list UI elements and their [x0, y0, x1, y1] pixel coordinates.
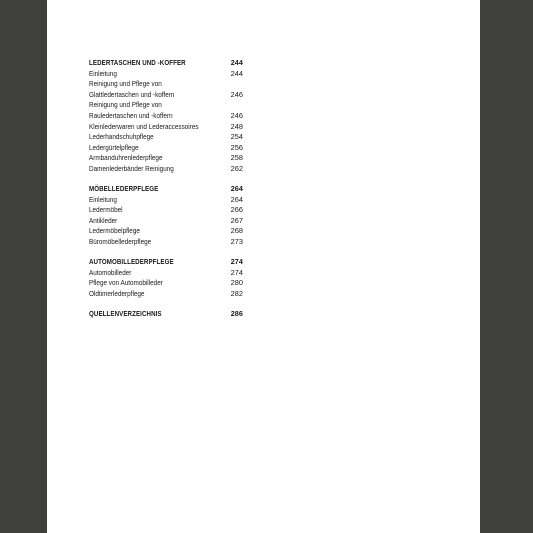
toc-entry-page: 258 — [230, 153, 243, 163]
toc-entry-title: Reinigung und Pflege von — [89, 100, 162, 110]
toc-entry-page: 256 — [230, 142, 243, 152]
toc-entry-title: Reinigung und Pflege von — [89, 79, 162, 89]
toc-entry-page: 262 — [230, 163, 243, 173]
toc-entry-page: 248 — [230, 121, 243, 131]
toc-entry-title: Oldtimerlederpflege — [89, 288, 145, 298]
toc-entry — [89, 111, 243, 122]
toc-entry-page: 282 — [230, 288, 243, 298]
toc-entry — [89, 278, 243, 289]
toc-entry — [89, 90, 243, 101]
toc-entry — [89, 153, 243, 164]
toc-section-quellen — [89, 309, 243, 320]
toc-entry — [89, 132, 243, 143]
toc-heading-title: LEDERTASCHEN UND -KOFFER — [89, 58, 186, 67]
toc-section-moebelleder — [89, 184, 243, 248]
toc-entry — [89, 122, 243, 133]
toc-entry-page: 274 — [230, 267, 243, 277]
toc-heading-title: QUELLENVERZEICHNIS — [89, 308, 162, 318]
toc-entry-title: Lederhandschuhpflege — [89, 132, 154, 142]
toc-entry-title: Kleinlederwaren und Lederaccessoires — [89, 121, 199, 131]
toc-section-heading — [89, 257, 243, 268]
toc-entry-page: 266 — [230, 205, 243, 215]
toc-entry-page: 254 — [230, 132, 243, 142]
toc-entry-page: 246 — [230, 89, 243, 99]
toc-entry — [89, 216, 243, 227]
toc-entry-title: Ledermöbelpflege — [89, 226, 140, 236]
toc-section-heading — [89, 58, 243, 69]
toc-section-heading — [89, 184, 243, 195]
toc-entry-title: Einleitung — [89, 68, 117, 78]
toc-heading-page: 286 — [230, 308, 243, 318]
toc-heading-title: AUTOMOBILLEDERPFLEGE — [89, 257, 174, 267]
toc-entry — [89, 289, 243, 300]
table-of-contents — [89, 58, 243, 329]
toc-section-heading — [89, 309, 243, 320]
toc-entry — [89, 237, 243, 248]
toc-entry-title: Büromöbellederpflege — [89, 237, 152, 246]
toc-section-ledertaschen — [89, 58, 243, 175]
toc-heading-page: 274 — [230, 257, 243, 267]
toc-entry-page: 280 — [230, 278, 243, 288]
toc-entry-title: Ledergürtelpflege — [89, 142, 139, 152]
toc-entry — [89, 164, 243, 175]
toc-entry-page: 264 — [230, 194, 243, 204]
document-page — [47, 0, 480, 533]
toc-entry-title: Pflege von Automobilleder — [89, 278, 163, 288]
toc-entry-title: Antikleder — [89, 215, 118, 225]
toc-entry — [89, 268, 243, 279]
toc-entry-title: Damenlederbänder Reinigung — [89, 163, 174, 173]
toc-entry — [89, 205, 243, 216]
toc-heading-page: 244 — [230, 58, 243, 67]
toc-entry — [89, 100, 243, 111]
toc-entry-page: 273 — [230, 237, 243, 246]
toc-entry — [89, 69, 243, 80]
toc-entry-title: Einleitung — [89, 194, 117, 204]
toc-entry-page: 246 — [230, 110, 243, 120]
toc-entry — [89, 143, 243, 154]
toc-entry-page: 244 — [230, 68, 243, 78]
toc-entry-title: Automobilleder — [89, 267, 132, 277]
toc-entry-title: Glattledertaschen und -koffern — [89, 89, 175, 99]
toc-entry-title: Ledermöbel — [89, 205, 123, 215]
toc-section-automobilleder — [89, 257, 243, 299]
toc-entry — [89, 195, 243, 206]
toc-entry-page: 268 — [230, 226, 243, 236]
toc-heading-page: 264 — [230, 184, 243, 194]
toc-entry-title: Rauledertaschen und -koffern — [89, 110, 173, 120]
toc-heading-title: MÖBELLEDERPFLEGE — [89, 184, 159, 194]
toc-entry — [89, 79, 243, 90]
toc-entry-title: Armbanduhrenlederpflege — [89, 153, 163, 163]
toc-entry-page: 267 — [230, 215, 243, 225]
toc-entry — [89, 226, 243, 237]
